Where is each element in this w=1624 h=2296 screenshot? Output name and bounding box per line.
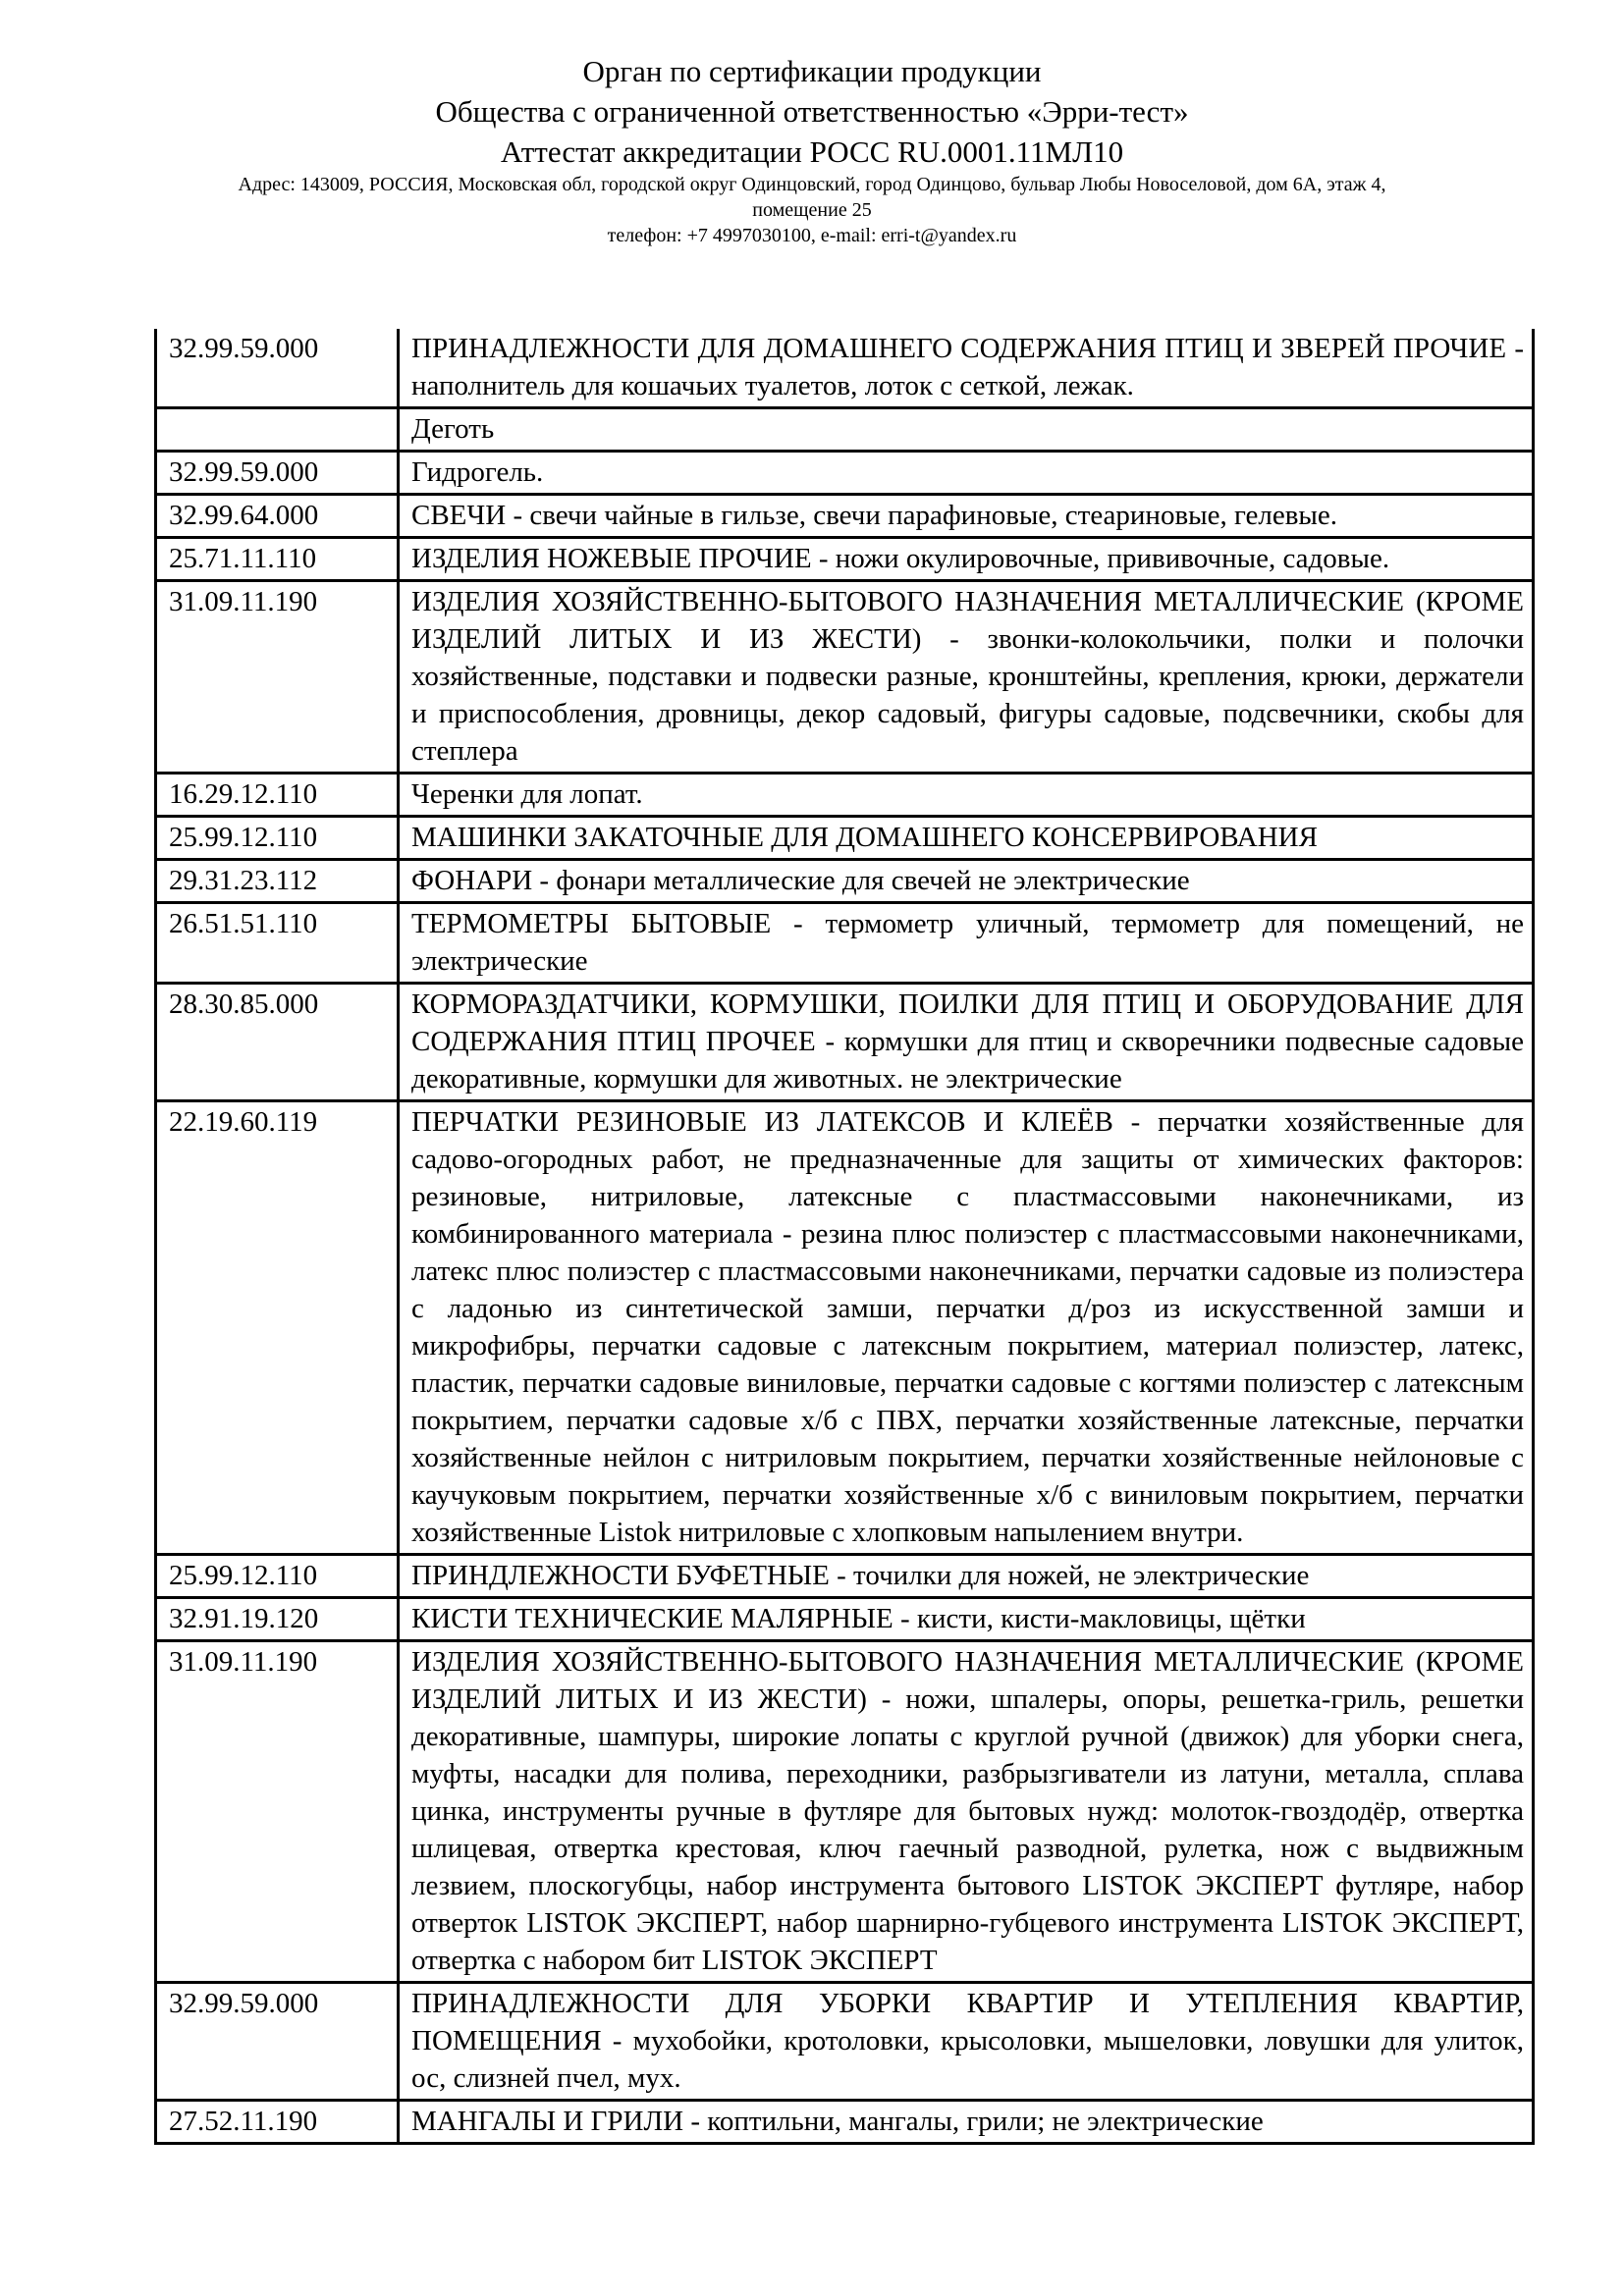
table-row [156,329,1534,408]
product-description-cell: ИЗДЕЛИЯ ХОЗЯЙСТВЕННО-БЫТОВОГО НАЗНАЧЕНИЯ МЕТАЛЛИЧЕСКИЕ (КРОМЕ ИЗДЕЛИЙ ЛИТЫХ И ИЗ ЖЕСТИ) - ножи, шпалеры, опоры, решетка-гриль, решетки декоративные, шампуры, широкие лопаты с круглой ручной (движок) для уборки снега, муфты, насадки для полива, переходники, разбрызгиватели из латуни, металла, сплава цинка, инструменты ручные в футляре для бытовых нужд: молоток-гвоздодёр, отвертка шлицевая, отвертка крестовая, ключ гаечный разводной, рулетка, нож с выдвижным лезвием, плоскогубцы, набор инструмента бытового LISTOK ЭКСПЕРТ футляре, набор отверток LISTOK ЭКСПЕРТ, набор шарнирно-губцевого инструмента LISTOK ЭКСПЕРТ, отвертка с набором бит LISTOK ЭКСПЕРТ [399,1641,1534,1983]
products-table [154,329,1535,2145]
table-row [156,984,1534,1101]
table-row [156,774,1534,817]
product-code-cell: 27.52.11.190 [156,2101,399,2144]
product-code-cell: 25.71.11.110 [156,538,399,581]
product-description-cell: ИЗДЕЛИЯ НОЖЕВЫЕ ПРОЧИЕ - ножи окулировочные, прививочные, садовые. [399,538,1534,581]
product-description-cell: Черенки для лопат. [399,774,1534,817]
table-row [156,452,1534,495]
product-description-cell: ПРИНАДЛЕЖНОСТИ ДЛЯ УБОРКИ КВАРТИР И УТЕПЛЕНИЯ КВАРТИР, ПОМЕЩЕНИЯ - мухобойки, кротоловки, крысоловки, мышеловки, ловушки для улиток, ос, слизней пчел, мух. [399,1983,1534,2101]
product-description-cell: СВЕЧИ - свечи чайные в гильзе, свечи парафиновые, стеариновые, гелевые. [399,495,1534,538]
document-header [0,0,1624,248]
table-row [156,1555,1534,1598]
table-row [156,903,1534,984]
contacts-line: телефон: +7 4997030100, e-mail: erri-t@yandex.ru [607,225,1017,246]
product-code-cell: 22.19.60.119 [156,1101,399,1555]
table-row [156,817,1534,860]
product-code-cell: 31.09.11.190 [156,581,399,774]
product-code-cell: 29.31.23.112 [156,860,399,903]
product-code-cell: 32.99.59.000 [156,329,399,408]
product-description-cell: ПРИНАДЛЕЖНОСТИ ДЛЯ ДОМАШНЕГО СОДЕРЖАНИЯ ПТИЦ И ЗВЕРЕЙ ПРОЧИЕ - наполнитель для кошачьих туалетов, лоток с сеткой, лежак. [399,329,1534,408]
product-description-cell: Деготь [399,408,1534,452]
table-row [156,495,1534,538]
table-row [156,1101,1534,1555]
product-code-cell: 32.91.19.120 [156,1598,399,1641]
table-row [156,581,1534,774]
product-description-cell: КОРМОРАЗДАТЧИКИ, КОРМУШКИ, ПОИЛКИ ДЛЯ ПТИЦ И ОБОРУДОВАНИЕ ДЛЯ СОДЕРЖАНИЯ ПТИЦ ПРОЧЕЕ - кормушки для птиц и скворечники подвесные садовые декоративные, кормушки для животных. не электрические [399,984,1534,1101]
product-code-cell: 28.30.85.000 [156,984,399,1101]
table-row [156,860,1534,903]
product-description-cell: ТЕРМОМЕТРЫ БЫТОВЫЕ - термометр уличный, термометр для помещений, не электрические [399,903,1534,984]
product-code-cell: 25.99.12.110 [156,1555,399,1598]
product-description-cell: ФОНАРИ - фонари металлические для свечей не электрические [399,860,1534,903]
product-description-cell: МАНГАЛЫ И ГРИЛИ - коптильни, мангалы, грили; не электрические [399,2101,1534,2144]
product-description-cell: ПЕРЧАТКИ РЕЗИНОВЫЕ ИЗ ЛАТЕКСОВ И КЛЕЁВ - перчатки хозяйственные для садово-огородных работ, не предназначенные для защиты от химических факторов: резиновые, нитриловые, латексные с пластмассовыми наконечниками, из комбинированного материала - резина плюс полиэстер с пластмассовыми наконечниками, латекс плюс полиэстер с пластмассовыми наконечниками, перчатки садовые из полиэстера с ладонью из синтетической замши, перчатки д/роз из искусственной замши и микрофибры, перчатки садовые с латексным покрытием, материал полиэстер, латекс, пластик, перчатки садовые виниловые, перчатки садовые с когтями полиэстер с латексным покрытием, перчатки садовые х/б с ПВХ, перчатки хозяйственные латексные, перчатки хозяйственные нейлон с нитриловым покрытием, перчатки хозяйственные нейлоновые с каучуковым покрытием, перчатки хозяйственные х/б с виниловым покрытием, перчатки хозяйственные Listok нитриловые с хлопковым напылением внутри. [399,1101,1534,1555]
product-code-cell: 32.99.59.000 [156,1983,399,2101]
product-description-cell: МАШИНКИ ЗАКАТОЧНЫЕ ДЛЯ ДОМАШНЕГО КОНСЕРВИРОВАНИЯ [399,817,1534,860]
table-row [156,1983,1534,2101]
product-description-cell: Гидрогель. [399,452,1534,495]
table-row [156,1641,1534,1983]
accreditation-line: Аттестат аккредитации РОСС RU.0001.11МЛ10 [500,134,1124,169]
product-code-cell: 26.51.51.110 [156,903,399,984]
product-description-cell: ПРИНДЛЕЖНОСТИ БУФЕТНЫЕ - точилки для ножей, не электрические [399,1555,1534,1598]
product-code-cell [156,408,399,452]
table-row [156,408,1534,452]
org-name-line: Общества с ограниченной ответственностью «Эрри-тест» [435,94,1189,129]
table-row [156,1598,1534,1641]
address-line-1: Адрес: 143009, РОССИЯ, Московская обл, городской округ Одинцовский, город Одинцово, бульвар Любы Новоселовой, дом 6А, этаж 4, [238,174,1386,195]
address-line-2: помещение 25 [752,199,872,221]
product-description-cell: ИЗДЕЛИЯ ХОЗЯЙСТВЕННО-БЫТОВОГО НАЗНАЧЕНИЯ МЕТАЛЛИЧЕСКИЕ (КРОМЕ ИЗДЕЛИЙ ЛИТЫХ И ИЗ ЖЕСТИ) - звонки-колокольчики, полки и полочки хозяйственные, подставки и подвески разные, кронштейны, крепления, крюки, держатели и приспособления, дровницы, декор садовый, фигуры садовые, подсвечники, скобы для степлера [399,581,1534,774]
product-code-cell: 32.99.64.000 [156,495,399,538]
product-description-cell: КИСТИ ТЕХНИЧЕСКИЕ МАЛЯРНЫЕ - кисти, кисти-макловицы, щётки [399,1598,1534,1641]
products-table-body [156,329,1534,2144]
product-code-cell: 25.99.12.110 [156,817,399,860]
product-code-cell: 31.09.11.190 [156,1641,399,1983]
product-code-cell: 16.29.12.110 [156,774,399,817]
table-row [156,2101,1534,2144]
table-row [156,538,1534,581]
product-code-cell: 32.99.59.000 [156,452,399,495]
org-title-line: Орган по сертификации продукции [582,54,1042,88]
